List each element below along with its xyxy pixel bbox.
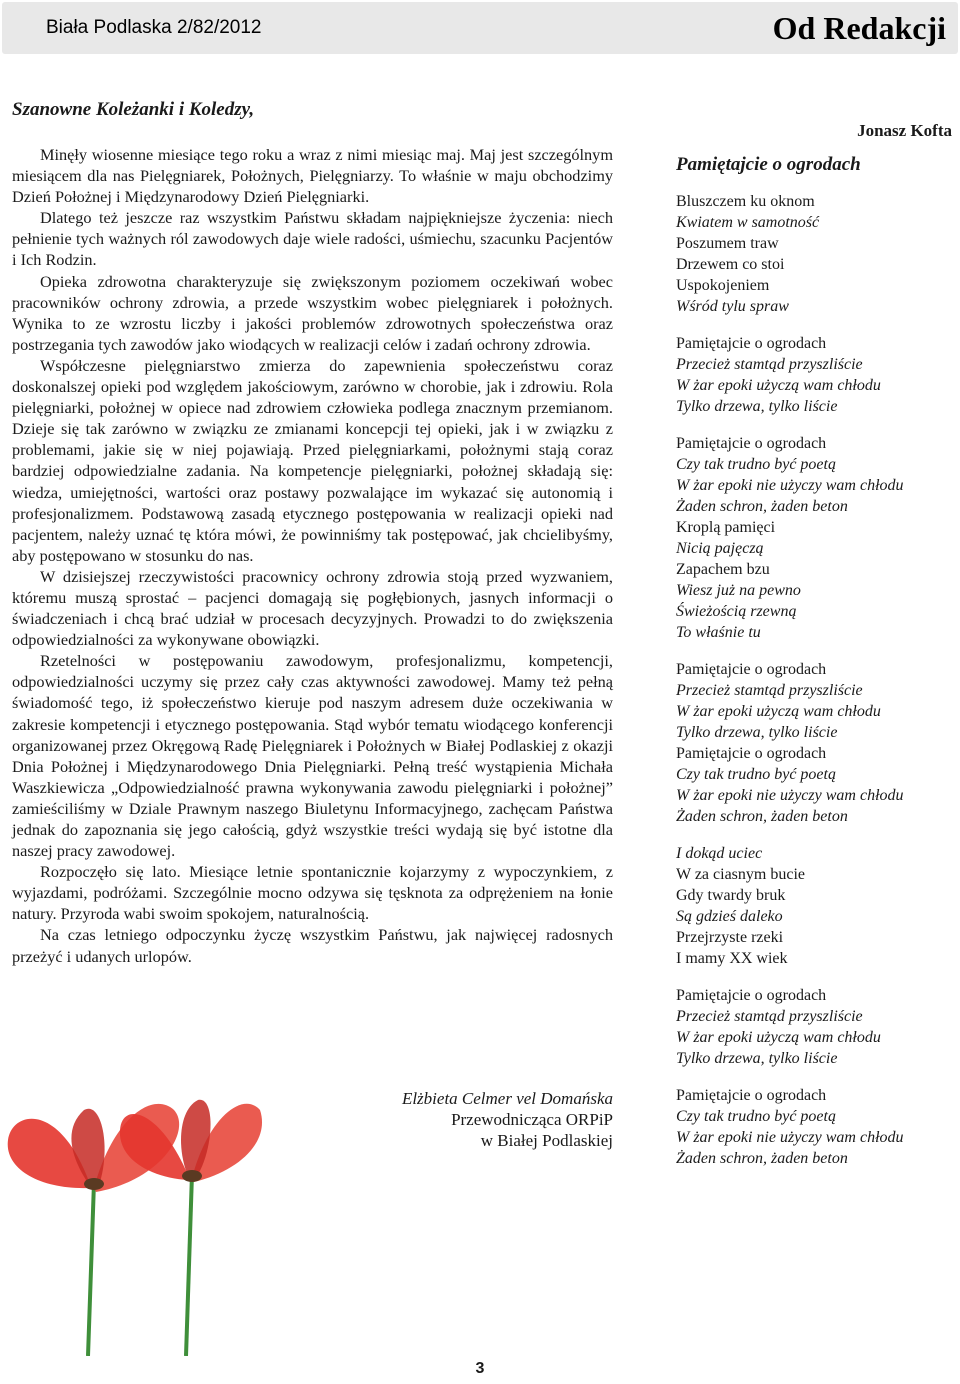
poppy-illustration bbox=[2, 1070, 264, 1356]
poem-line: W żar epoki użyczą wam chłodu bbox=[676, 377, 881, 394]
poem-stanza bbox=[676, 659, 952, 827]
signature-block bbox=[402, 1088, 613, 1151]
page-number: 3 bbox=[475, 1360, 485, 1377]
poem-line: Wiesz już na pewno bbox=[676, 582, 801, 599]
letter-paragraph: Rzetelności w postępowaniu zawodowym, profesjonalizmu, kompetencji, odpowiedzialności uczymy się przez cały czas aktywności zawodowej. Mamy też pełną świadomość tego, iż społeczeństwo kieruje pod naszym adresem duże oczekiwania w zakresie kompetencji i etycznego postępowania. Stąd wybór tematu wiodącego konferencji organizowanej przez Okręgową Radę Pielęgniarek i Położnych w Białej Podlaskiej z okazji Dnia Położnej i Międzynarodowego Dnia Pielęgniarki. Pełną treść wystąpienia Michała Waszkiewicza „Odpowiedzialność prawna wykonywania zawodu pielęgniarki i położnej” zamieściliśmy w Dziale Prawnym naszego Biuletynu Informacyjnego, zachęcam Państwa jednak do zapoznania się jego całością, gdyż wszystkie treści wydają się być istotne dla naszej pracy zawodowej. bbox=[12, 651, 613, 861]
poppy-right bbox=[120, 1100, 262, 1356]
letter-paragraph: Dlatego też jeszcze raz wszystkim Państwu składam najpiękniejsze życzenia: niech pełnienie tych ważnych ról zawodowych daje wiele radości, uśmiechu, szacunku Pacjentów i Ich Rodzin. bbox=[12, 208, 613, 270]
poem-line: W żar epoki nie użyczy wam chłodu bbox=[676, 477, 904, 494]
poem-line: Pamiętajcie o ogrodach bbox=[676, 435, 827, 452]
poem-line: W za ciasnym bucie bbox=[676, 866, 805, 883]
poem-line: Żaden schron, żaden beton bbox=[676, 498, 848, 515]
salutation: Szanowne Koleżanki i Koledzy, bbox=[12, 99, 255, 120]
poem-line: Kwiatem w samotność bbox=[676, 214, 820, 231]
page-header bbox=[2, 2, 958, 54]
poem-line: W żar epoki nie użyczy wam chłodu bbox=[676, 1129, 904, 1146]
poem-line: Pamiętajcie o ogrodach bbox=[676, 335, 827, 352]
poem-stanza bbox=[676, 433, 952, 643]
poem-line: Kroplą pamięci bbox=[676, 519, 776, 536]
signature-place: w Białej Podlaskiej bbox=[480, 1131, 613, 1150]
poem-line: To właśnie tu bbox=[676, 624, 761, 641]
signature-role: Przewodnicząca ORPiP bbox=[451, 1110, 613, 1129]
editorial-letter bbox=[12, 98, 613, 967]
poem-stanza bbox=[676, 191, 952, 317]
poem-line: I mamy XX wiek bbox=[676, 950, 788, 967]
poem-line: I dokąd uciec bbox=[676, 845, 763, 862]
poem-line: Pamiętajcie o ogrodach bbox=[676, 1087, 827, 1104]
poem-line: Są gdzieś daleko bbox=[676, 908, 783, 925]
poem-line: Tylko drzewa, tylko liście bbox=[676, 724, 838, 741]
poem-line: Drzewem co stoi bbox=[676, 256, 785, 273]
poem-line: Nicią pajęczą bbox=[676, 540, 764, 557]
poem-line: W żar epoki użyczą wam chłodu bbox=[676, 1029, 881, 1046]
poem-line: Gdy twardy bruk bbox=[676, 887, 786, 904]
poem-line: Wśród tylu spraw bbox=[676, 298, 789, 315]
issue-label: Biała Podlaska 2/82/2012 bbox=[46, 17, 262, 38]
poem-line: Tylko drzewa, tylko liście bbox=[676, 398, 838, 415]
poem-line: Przecież stamtąd przyszliście bbox=[676, 356, 863, 373]
poem-line: Żaden schron, żaden beton bbox=[676, 1150, 848, 1167]
poem-author: Jonasz Kofta bbox=[857, 121, 952, 140]
poem-line: Uspokojeniem bbox=[676, 277, 770, 294]
poem-line: Tylko drzewa, tylko liście bbox=[676, 1050, 838, 1067]
poem-stanza bbox=[676, 843, 952, 969]
letter-paragraph: Rozpoczęło się lato. Miesiące letnie spontanicznie kojarzymy z wypoczynkiem, z wyjazdami, podróżami. Szczególnie mocno odzywa się tęsknota za odprężeniem na łonie natury. Przyroda wabi swoim spokojem, naturalnością. bbox=[12, 862, 613, 924]
poem-line: Czy tak trudno być poetą bbox=[676, 1108, 836, 1125]
poem-line: Pamiętajcie o ogrodach bbox=[676, 987, 827, 1004]
poem-line: Zapachem bzu bbox=[676, 561, 770, 578]
letter-paragraph: Na czas letniego odpoczynku życzę wszystkim Państwu, jak najwięcej radosnych przeżyć i udanych urlopów. bbox=[12, 925, 613, 966]
letter-paragraph: Minęły wiosenne miesiące tego roku a wraz z nimi miesiąc maj. Maj jest szczególnym miesiącem dla nas Pielęgniarek, Położnych, Pielęgniarzy. To właśnie w maju obchodzimy Dzień Położnej i Międzynarodowy Dzień Pielęgniarki. bbox=[12, 145, 613, 207]
poem-title: Pamiętajcie o ogrodach bbox=[676, 154, 861, 175]
poem-line: Czy tak trudno być poetą bbox=[676, 766, 836, 783]
poem-line: Pamiętajcie o ogrodach bbox=[676, 745, 827, 762]
poem-line: Przecież stamtąd przyszliście bbox=[676, 1008, 863, 1025]
poem-line: Pamiętajcie o ogrodach bbox=[676, 661, 827, 678]
poem bbox=[676, 120, 952, 1185]
letter-paragraph: Opieka zdrowotna charakteryzuje się zwiększonym poziomem oczekiwań wobec pracowników ochrony zdrowia, a przede wszystkim wobec pielęgniarek i położnych. Wynika to ze wzrostu liczby i jakości problemów zdrowotnych społeczeństwa oraz postrzegania tych zawodów jako wiodących w realizacji celów i zadań ochrony zdrowia. bbox=[12, 271, 613, 354]
poem-line: Poszumem traw bbox=[676, 235, 779, 252]
poem-line: W żar epoki użyczą wam chłodu bbox=[676, 703, 881, 720]
poem-line: Świeżością rzewną bbox=[676, 603, 797, 620]
poem-line: Czy tak trudno być poetą bbox=[676, 456, 836, 473]
poem-stanza bbox=[676, 1085, 952, 1169]
poem-line: Żaden schron, żaden beton bbox=[676, 808, 848, 825]
section-title: Od Redakcji bbox=[772, 10, 946, 46]
letter-paragraph: Współczesne pielęgniarstwo zmierza do zapewnienia społeczeństwu coraz doskonalszej opieki pod względem jakościowym, zarówno w chorobie, jak i zdrowiu. Rola pielęgniarki, położnej w opiece nad zdrowiem człowieka podlega znacznym przemianom. Dzieje się tak zarówno w związku ze zmianami koncepcji tej opieki, jak i w związku z problemami, jakie się w niej pojawiają. Przed pielęgniarkami, położnymi stają coraz bardziej odpowiedzialne zadania. Na kompetencje pielęgniarki, położnej składają się: wiedza, umiejętności, wartości oraz postawy pozwalające im wykazać się autonomią i profesjonalizmem. Podstawową zasadą etycznego postępowania w realizacji opieki nad pacjentem, należy uznać tę która mówi, że powinniśmy tak postępować, jak chcielibyśmy, aby postępowano w stosunku do nas. bbox=[12, 355, 613, 565]
poem-line: W żar epoki nie użyczy wam chłodu bbox=[676, 787, 904, 804]
signature-name: Elżbieta Celmer vel Domańska bbox=[401, 1089, 613, 1108]
letter-paragraph: W dzisiejszej rzeczywistości pracownicy ochrony zdrowia stoją przed wyzwaniem, któremu muszą sprostać – pacjenci domagają się pogłębionych, jasnych informacji o świadczeniach i chcą brać udział w procesach decyzyjnych. Prowadzi to do zwiększenia odpowiedzialności za wykonywane obowiązki. bbox=[12, 566, 613, 650]
poem-line: Bluszczem ku oknom bbox=[676, 193, 815, 210]
poem-line: Przejrzyste rzeki bbox=[676, 929, 784, 946]
poem-stanza bbox=[676, 985, 952, 1069]
poem-line: Przecież stamtąd przyszliście bbox=[676, 682, 863, 699]
poem-stanza bbox=[676, 333, 952, 417]
